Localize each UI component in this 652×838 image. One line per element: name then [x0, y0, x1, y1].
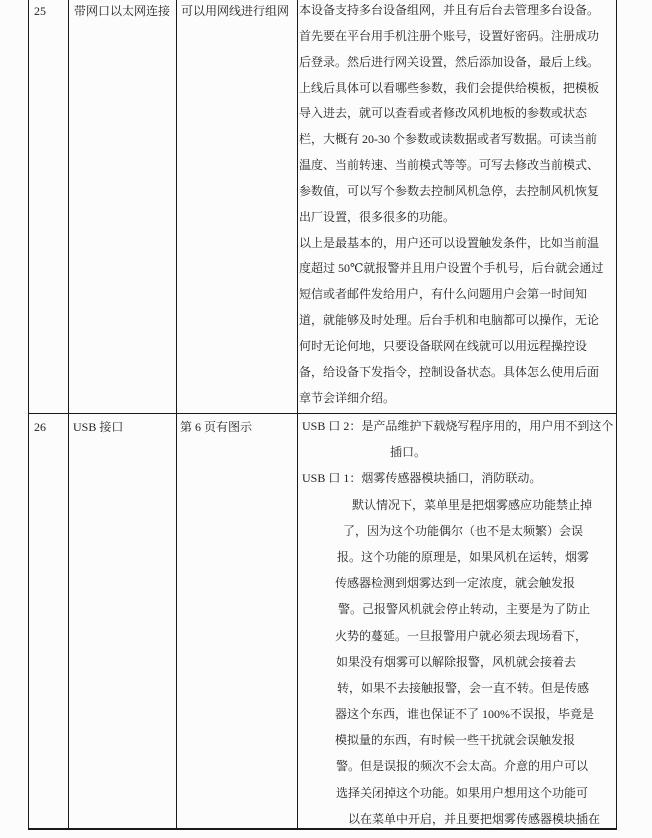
text-line: 后登录。然后进行网关设置，然后添加设备，最后上线。 [299, 54, 600, 69]
text-line: 插口。 [390, 445, 427, 460]
text-line: 传感器检测到烟雾达到一定浓度，就会触发报 [335, 576, 576, 591]
text-line: 警。但是误报的频次不会太高。介意的用户可以 [336, 759, 589, 774]
row-26-detail-text [300, 419, 615, 838]
text-line: 上线后具体可以看哪些参数，我们会提供给模板，把模板 [299, 80, 600, 95]
row-25-note-cell: 可以用网线进行组网 [181, 4, 290, 18]
table-border-col-note [297, 0, 298, 830]
text-line: 短信或者邮件发给用户，有什么问题用户会第一时间知 [299, 287, 588, 302]
text-line: 章节会详细介绍。 [299, 390, 396, 405]
row-25-feature-cell: 带网口以太网连接 [74, 4, 171, 18]
text-line: 选择关闭掉这个功能。如果用户想用这个功能可 [336, 785, 589, 800]
text-line: 转，如果不去接触报警，会一直不转。但是传感 [337, 680, 590, 695]
text-line: 本设备支持多台设备组网，并且有后台去管理多台设备。 [299, 3, 600, 17]
text-line: 备，给设备下发指令，控制设备状态。具体怎么使用后面 [299, 364, 600, 379]
text-line: 了，因为这个功能偶尔（也不是太频繁）会误 [343, 523, 584, 538]
text-line: 如果没有烟雾可以解除报警，风机就会接着去 [336, 654, 577, 669]
text-line: 以上是最基本的，用户还可以设置触发条件，比如当前温 [299, 235, 600, 250]
text-line: 首先要在平台用手机注册个账号，设置好密码。注册成功 [299, 28, 600, 43]
row-26-number-cell: 26 [34, 420, 46, 434]
table-border-left [28, 0, 29, 830]
text-line: USB 口 2：是产品维护下载烧写程序用的，用户用不到这个 [302, 419, 614, 433]
text-line: 栏，大概有 20-30 个参数或读数据或者写数据。可读当前 [299, 132, 597, 147]
text-line: 导入进去，就可以查看或者修改风机地板的参数或状态 [299, 106, 588, 121]
text-line: 默认情况下，菜单里是把烟雾感应功能禁止掉 [352, 497, 593, 512]
table-border-col-name [176, 0, 177, 830]
text-line: 报。这个功能的原理是，如果风机在运转，烟雾 [337, 549, 590, 564]
table-border-col-number [68, 0, 69, 830]
text-line: 道，就能够及时处理。后台手机和电脑都可以操作，无论 [299, 313, 600, 328]
text-line: 温度、当前转速、当前模式等等。可写去修改当前模式、 [299, 158, 600, 173]
text-line: 器这个东西，谁也保证不了 100%不误报，毕竟是 [335, 707, 594, 722]
text-line: USB 口 1：烟雾传感器模块插口，消防联动。 [302, 471, 542, 486]
text-line: 警。己报警风机就会停止转动，主要是为了防止 [338, 602, 591, 617]
table-border-right [616, 0, 617, 830]
row-25-detail-text [299, 3, 615, 417]
text-line: 模拟量的东西，有时候一些干扰就会误触发报 [335, 733, 576, 748]
row-26-feature-cell: USB 接口 [73, 420, 124, 434]
text-line: 出厂设置，很多很多的功能。 [299, 209, 456, 224]
text-line: 何时无论何地，只要设备联网在线就可以用远程操控设 [299, 338, 588, 353]
text-line: 以在菜单中开启，并且要把烟雾传感器模块插在 [348, 811, 601, 826]
text-line: 参数值，可以写个参数去控制风机急停，去控制风机恢复 [299, 183, 600, 198]
row-25-number-cell: 25 [34, 4, 46, 18]
row-26-note-cell: 第 6 页有图示 [180, 420, 253, 434]
text-line: 度超过 50℃就报警并且用户设置个手机号，后台就会通过 [299, 261, 604, 276]
text-line: 火势的蔓延。一旦报警用户就必须去现场看下， [335, 628, 588, 643]
